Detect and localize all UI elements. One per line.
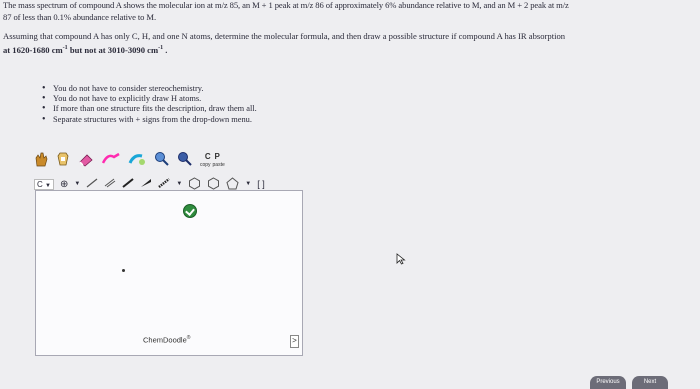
chevron-down-icon[interactable]: ▼ xyxy=(245,181,252,187)
ring-icon[interactable] xyxy=(128,151,146,172)
copy-label: copy xyxy=(200,162,211,168)
drawing-toolbar-top xyxy=(34,150,225,172)
unit-superscript: -1 xyxy=(158,45,164,51)
question-line xyxy=(3,30,700,42)
triple-bond-icon[interactable] xyxy=(122,178,134,190)
charge-plus-icon[interactable]: ⊕ xyxy=(59,178,69,190)
copy-letter: C xyxy=(204,152,211,161)
zoom-in-icon[interactable] xyxy=(154,151,169,171)
expand-button[interactable]: > xyxy=(290,335,299,348)
chemdoodle-canvas[interactable] xyxy=(35,190,303,356)
previous-button[interactable]: Previous xyxy=(590,376,626,389)
wedge-bond-icon[interactable] xyxy=(140,178,152,190)
question-paragraph-2 xyxy=(3,30,700,56)
next-button[interactable]: Next xyxy=(632,376,668,389)
copy-paste-icon[interactable] xyxy=(200,153,225,169)
chemdoodle-brand xyxy=(143,335,190,345)
canvas-dot xyxy=(122,269,125,272)
instruction-item: • If more than one structure fits the description, draw them all. xyxy=(42,104,257,114)
ir-range-2: but not at 3010-3090 cm xyxy=(67,44,159,55)
instruction-item: • Separate structures with + signs from the drop-down menu. xyxy=(42,115,257,125)
question-text: Assuming that compound A has only C, H, and one N atoms, determine the molecular formula, and then draw a possible structure if compound A has IR absorption xyxy=(3,31,566,41)
question-line-bold xyxy=(3,42,700,56)
element-select[interactable] xyxy=(34,179,54,190)
instruction-item: • You do not have to explicitly draw H atoms. xyxy=(42,94,257,104)
eraser-icon[interactable] xyxy=(78,151,94,172)
hash-bond-icon[interactable] xyxy=(158,178,170,190)
hand-icon[interactable] xyxy=(34,151,48,172)
question-paragraph-1 xyxy=(3,0,698,23)
question-line: 87 of less than 0.1% abundance relative to M. xyxy=(3,12,157,22)
question-line: The mass spectrum of compound A shows the molecular ion at m/z 85, an M + 1 peak at m/z 86 of approximately 6% abundance relative to M, and an M + 2 peak at m/z xyxy=(3,0,569,10)
unit-superscript: -1 xyxy=(62,45,68,51)
lasso-icon[interactable] xyxy=(56,151,70,172)
bracket-icon[interactable]: [ ] xyxy=(257,179,265,189)
brand-mark: ® xyxy=(186,335,191,341)
instruction-item: • You do not have to consider stereochemistry. xyxy=(42,84,257,94)
clean-check-icon[interactable] xyxy=(183,204,197,218)
brand-text: ChemDoodle xyxy=(143,335,187,345)
ir-range-1: at 1620-1680 cm xyxy=(3,44,63,55)
chevron-down-icon[interactable]: ▼ xyxy=(176,181,183,187)
double-bond-icon[interactable] xyxy=(104,178,116,190)
period: . xyxy=(163,44,168,55)
paste-letter: P xyxy=(214,152,220,161)
chevron-down-icon[interactable]: ▼ xyxy=(74,181,81,187)
single-bond-icon[interactable] xyxy=(86,178,98,190)
element-select-value: C xyxy=(37,179,43,189)
chevron-down-icon: ▼ xyxy=(45,182,51,189)
dash-tool-icon[interactable] xyxy=(102,151,120,172)
instruction-list xyxy=(42,84,257,125)
zoom-out-icon[interactable] xyxy=(177,151,192,171)
mouse-cursor-icon xyxy=(396,252,406,270)
paste-label: paste xyxy=(212,162,225,168)
